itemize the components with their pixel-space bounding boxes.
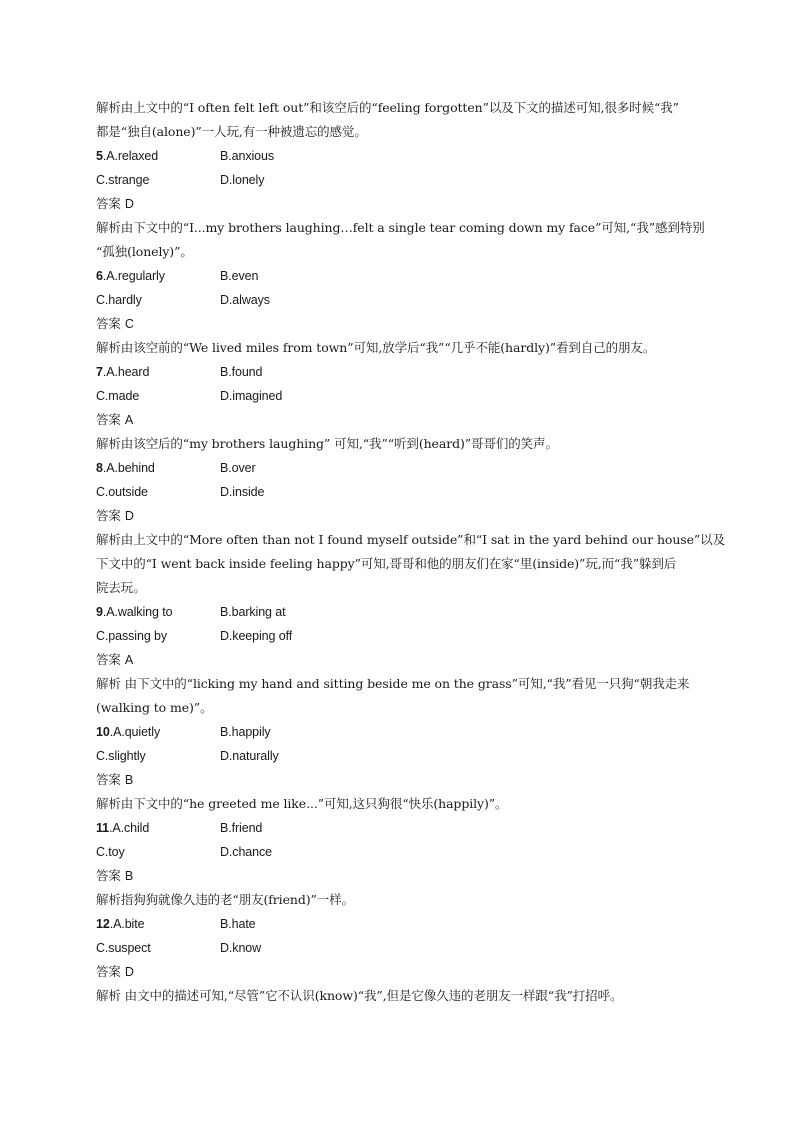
option-a bbox=[96, 456, 220, 480]
option-row bbox=[96, 144, 706, 168]
option-a-text: .A.regularly bbox=[102, 269, 165, 283]
option-row bbox=[96, 360, 706, 384]
option-row bbox=[96, 744, 706, 768]
question-block bbox=[96, 456, 725, 600]
option-d: D.always bbox=[220, 293, 270, 307]
option-c: C.slightly bbox=[96, 749, 146, 763]
option-b: B.barking at bbox=[220, 605, 286, 619]
question-number: 9 bbox=[96, 605, 103, 619]
intro-explanation bbox=[96, 96, 706, 144]
option-d: D.imagined bbox=[220, 389, 283, 403]
explanation-line: 解析由上文中的“I often felt left out”和该空后的“feeling forgotten”以及下文的描述可知,很多时候“我” bbox=[96, 100, 679, 115]
option-row bbox=[96, 840, 706, 864]
explanation-line: (walking to me)”。 bbox=[96, 700, 213, 715]
option-c: C.suspect bbox=[96, 941, 151, 955]
answer-line bbox=[96, 768, 706, 792]
answer-label: 答案 bbox=[96, 652, 121, 667]
answer-label: 答案 bbox=[96, 412, 121, 427]
answer-label: 答案 bbox=[96, 196, 121, 211]
option-b: B.anxious bbox=[220, 149, 274, 163]
option-a bbox=[96, 816, 220, 840]
option-a bbox=[96, 912, 220, 936]
explanation-line: 解析由该空后的“my brothers laughing” 可知,“我”“听到(heard)”哥哥们的笑声。 bbox=[96, 436, 558, 451]
answer-value: D bbox=[124, 509, 134, 523]
option-d: D.lonely bbox=[220, 173, 265, 187]
option-a-text: .A.relaxed bbox=[102, 149, 159, 163]
question-number: 12 bbox=[96, 917, 110, 931]
question-number: 8 bbox=[96, 461, 103, 475]
explanation-line: 都是“独自(alone)”一人玩,有一种被遗忘的感觉。 bbox=[96, 124, 367, 139]
option-c: C.toy bbox=[96, 845, 125, 859]
option-c: C.outside bbox=[96, 485, 148, 499]
explanation-line: 院去玩。 bbox=[96, 580, 146, 595]
question-block bbox=[96, 912, 706, 1008]
explanation-line: 解析由下文中的“he greeted me like...”可知,这只狗很“快乐(happily)”。 bbox=[96, 796, 508, 811]
option-d: D.inside bbox=[220, 485, 265, 499]
option-c: C.made bbox=[96, 389, 140, 403]
option-d: D.naturally bbox=[220, 749, 279, 763]
option-b: B.hate bbox=[220, 917, 256, 931]
option-a-text: .A.bite bbox=[109, 917, 145, 931]
question-block bbox=[96, 360, 706, 456]
answer-value: D bbox=[124, 965, 134, 979]
answer-line bbox=[96, 648, 706, 672]
option-c: C.passing by bbox=[96, 629, 168, 643]
option-row bbox=[96, 624, 706, 648]
answer-label: 答案 bbox=[96, 316, 121, 331]
answer-label: 答案 bbox=[96, 508, 121, 523]
question-number: 11 bbox=[96, 821, 110, 835]
option-row bbox=[96, 384, 706, 408]
answer-line bbox=[96, 312, 706, 336]
answer-line bbox=[96, 408, 706, 432]
option-a bbox=[96, 144, 220, 168]
explanation-line: 解析由下文中的“I...my brothers laughing…felt a single tear coming down my face”可知,“我”感到特别 bbox=[96, 220, 705, 235]
option-row bbox=[96, 816, 706, 840]
explanation-line: 下文中的“I went back inside feeling happy”可知,哥哥和他的朋友们在家“里(inside)”玩,而“我”躲到后 bbox=[96, 556, 677, 571]
option-b: B.over bbox=[220, 461, 256, 475]
answer-line bbox=[96, 192, 706, 216]
answer-label: 答案 bbox=[96, 772, 121, 787]
option-row bbox=[96, 288, 706, 312]
option-row bbox=[96, 720, 706, 744]
question-block bbox=[96, 264, 706, 360]
answer-value: B bbox=[124, 869, 134, 883]
option-a-text: .A.walking to bbox=[102, 605, 173, 619]
option-b: B.found bbox=[220, 365, 263, 379]
option-b: B.friend bbox=[220, 821, 263, 835]
question-block bbox=[96, 600, 706, 720]
option-a-text: .A.quietly bbox=[109, 725, 161, 739]
option-a bbox=[96, 600, 220, 624]
explanation-line: 解析 由下文中的“licking my hand and sitting beside me on the grass”可知,“我”看见一只狗“朝我走来 bbox=[96, 676, 690, 691]
option-a bbox=[96, 720, 220, 744]
option-b: B.happily bbox=[220, 725, 271, 739]
option-c: C.hardly bbox=[96, 293, 142, 307]
option-row bbox=[96, 936, 706, 960]
explanation-line: 解析指狗狗就像久违的老“朋友(friend)”一样。 bbox=[96, 892, 354, 907]
explanation-line: “孤独(lonely)”。 bbox=[96, 244, 193, 259]
question-number: 6 bbox=[96, 269, 103, 283]
explanation-line: 解析由该空前的“We lived miles from town”可知,放学后“我”“几乎不能(hardly)”看到自己的朋友。 bbox=[96, 340, 656, 355]
answer-label: 答案 bbox=[96, 868, 121, 883]
answer-line bbox=[96, 960, 706, 984]
answer-value: A bbox=[124, 653, 134, 667]
answer-label: 答案 bbox=[96, 964, 121, 979]
answer-value: B bbox=[124, 773, 134, 787]
option-d: D.keeping off bbox=[220, 629, 293, 643]
option-a bbox=[96, 360, 220, 384]
question-list bbox=[96, 144, 725, 1008]
option-row bbox=[96, 600, 706, 624]
option-a-text: .A.child bbox=[109, 821, 150, 835]
question-number: 7 bbox=[96, 365, 103, 379]
option-d: D.know bbox=[220, 941, 262, 955]
option-d: D.chance bbox=[220, 845, 273, 859]
option-a bbox=[96, 264, 220, 288]
answer-value: C bbox=[124, 317, 134, 331]
explanation-line: 解析 由文中的描述可知,“尽管”它不认识(know)“我”,但是它像久违的老朋友一样跟“我”打招呼。 bbox=[96, 988, 623, 1003]
option-row bbox=[96, 912, 706, 936]
option-row bbox=[96, 480, 706, 504]
explanation-line: 解析由上文中的“More often than not I found myself outside”和“I sat in the yard behind our house”以及 bbox=[96, 532, 725, 547]
answer-value: D bbox=[124, 197, 134, 211]
answer-value: A bbox=[124, 413, 134, 427]
option-b: B.even bbox=[220, 269, 259, 283]
question-block bbox=[96, 144, 706, 264]
question-block bbox=[96, 720, 706, 816]
option-row bbox=[96, 168, 706, 192]
option-row bbox=[96, 456, 706, 480]
question-number: 10 bbox=[96, 725, 110, 739]
page-content bbox=[96, 96, 725, 1008]
option-a-text: .A.behind bbox=[102, 461, 155, 475]
question-block bbox=[96, 816, 706, 912]
option-row bbox=[96, 264, 706, 288]
answer-line bbox=[96, 864, 706, 888]
question-number: 5 bbox=[96, 149, 103, 163]
option-a-text: .A.heard bbox=[102, 365, 150, 379]
answer-line bbox=[96, 504, 706, 528]
option-c: C.strange bbox=[96, 173, 150, 187]
